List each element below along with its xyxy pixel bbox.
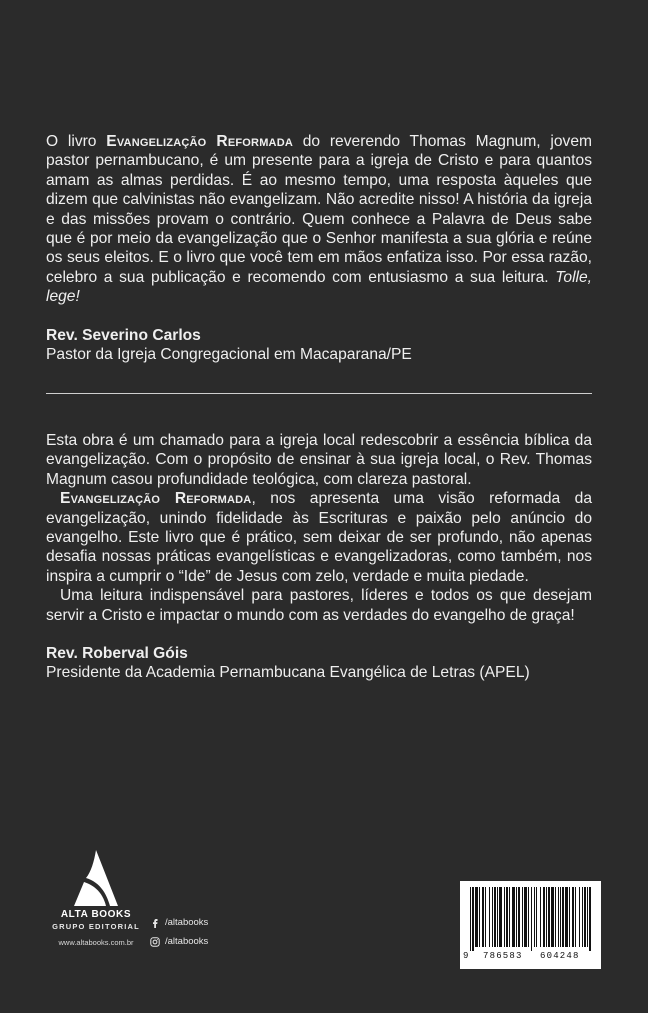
endorsement-roberval <box>46 431 592 683</box>
book-title-inline: Evangelização Reformada <box>60 490 252 508</box>
barcode-bar <box>569 887 570 947</box>
endorser-name: Rev. Severino Carlos <box>46 326 201 344</box>
endorsement-text <box>46 132 592 307</box>
barcode-bar <box>575 887 576 947</box>
barcode-bar <box>497 887 498 947</box>
publisher-name: ALTA BOOKS <box>60 909 132 920</box>
barcode-bar <box>540 887 541 947</box>
barcode-bar <box>499 887 502 947</box>
barcode-bar <box>548 887 550 947</box>
barcode-bar <box>489 887 490 947</box>
alta-books-logo-icon <box>44 848 148 908</box>
isbn-number <box>460 951 601 963</box>
barcode-bar <box>558 887 559 947</box>
endorser-role: Presidente da Academia Pernambucana Evangélica de Letras (APEL) <box>46 664 530 682</box>
barcode-bar <box>579 887 580 947</box>
barcode-bar <box>551 887 554 947</box>
barcode-bar <box>560 887 561 947</box>
endorser-role: Pastor da Igreja Congregacional em Macaparana/PE <box>46 346 412 364</box>
barcode-bar <box>470 887 471 951</box>
barcode-bar <box>531 887 532 951</box>
isbn-group-1: 786583 <box>483 951 523 961</box>
barcode-bar <box>555 887 556 947</box>
barcode-bar <box>587 887 588 947</box>
barcode-bar <box>534 887 535 947</box>
barcode-bar <box>536 887 537 947</box>
barcode-bar <box>516 887 517 947</box>
section-divider <box>46 393 592 394</box>
barcode-bar <box>572 887 574 947</box>
publisher-url: www.altabooks.com.br <box>58 938 134 947</box>
barcode-bar <box>584 887 586 947</box>
facebook-text: /altabooks <box>165 917 209 928</box>
barcode-bar <box>518 887 520 947</box>
endorsement-paragraph-2 <box>46 489 592 586</box>
barcode-bars <box>470 887 591 951</box>
latin-phrase: Tolle, lege! <box>46 268 592 306</box>
barcode-bar <box>562 887 564 947</box>
book-title-inline: Evangelização Reformada <box>106 133 293 150</box>
barcode-bar <box>494 887 496 947</box>
barcode-bar <box>546 887 547 947</box>
barcode-bar <box>485 887 486 947</box>
publisher-subtitle: GRUPO EDITORIAL <box>52 922 140 931</box>
instagram-icon <box>150 937 160 947</box>
instagram-text: /altabooks <box>165 936 209 947</box>
barcode-bar <box>512 887 515 947</box>
isbn-first-digit: 9 <box>463 951 469 961</box>
barcode-bar <box>482 887 484 947</box>
barcode-bar <box>504 887 505 947</box>
barcode-bar <box>475 887 478 947</box>
barcode-bar <box>522 887 523 947</box>
barcode-bar <box>479 887 480 947</box>
barcode-bar <box>543 887 545 947</box>
endorsement-paragraph-3: Uma leitura indispensável para pastores, líderes e todos os que desejam servir a Cristo e impactar o mundo com as verdades do evangelho de graça! <box>46 587 592 624</box>
barcode-bar <box>506 887 508 947</box>
facebook-icon <box>150 918 160 928</box>
text-segment: O livro <box>46 133 107 150</box>
barcode-bar <box>589 887 591 951</box>
facebook-handle <box>150 917 208 928</box>
instagram-handle <box>150 936 208 947</box>
isbn-barcode <box>460 881 601 969</box>
barcode-bar <box>582 887 583 947</box>
endorsement-paragraph-1: Esta obra é um chamado para a igreja local redescobrir a essência bíblica da evangelização. Com o propósito de ensinar à sua igreja local, o Rev. Thomas Magnum casou profundidade teológica, com clareza pastoral. <box>46 432 592 488</box>
endorsement-severino <box>46 132 592 364</box>
barcode-bar <box>524 887 527 947</box>
barcode-bar <box>565 887 568 947</box>
text-segment: do reverendo Thomas Magnum, jovem pastor pernambucano, é um presente para a igreja de Cristo e para quantos amam as almas perdidas. É ao mesmo tempo, uma resposta àqueles que dizem que calvinistas não evangelizam. Não acredite nisso! A história da igreja e das missões provam o contrário. Quem conhece a Palavra de Deus sabe que é por meio da evangelização que o Senhor manifesta a sua glória e reúne os seus eleitos. E o livro que você tem em mãos enfatiza isso. Por essa razão, celebro a sua publicação e recomendo com entusiasmo a sua leitura. <box>46 133 592 286</box>
barcode-bar <box>528 887 529 947</box>
barcode-bar <box>509 887 510 947</box>
barcode-bar <box>492 887 493 947</box>
isbn-group-2: 604248 <box>540 951 580 961</box>
barcode-bar <box>472 887 474 951</box>
text-segment: , nos apresenta uma visão reformada da evangelização, unindo fidelidade às Escrituras e paixão pelo anúncio do evangelho. Este livro que é prático, sem deixar de ser profundo, não apenas desafia nossas práticas evangelísticas e evangelizadoras, como também, nos inspira a cumprir o “Ide” de Jesus com zelo, verdade e muita piedade. <box>46 490 592 585</box>
endorser-name: Rev. Roberval Góis <box>46 645 188 663</box>
